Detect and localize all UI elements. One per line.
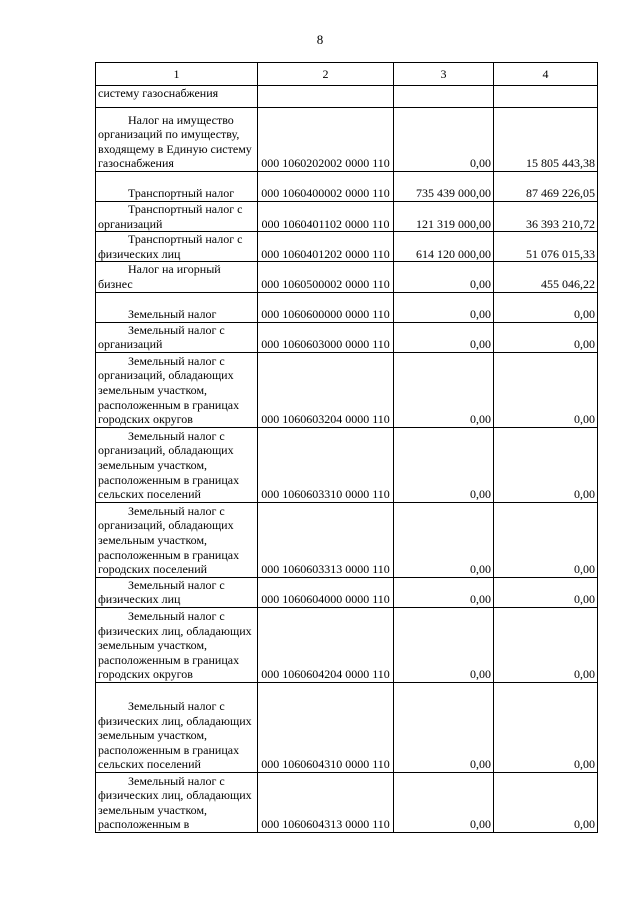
row-col4: 0,00 [494, 322, 598, 352]
row-col4: 15 805 443,38 [494, 108, 598, 172]
row-code: 000 1060604313 0000 110 [258, 772, 394, 832]
row-name: Земельный налог с организаций, обладающих земельным участком, расположенным в границах городских округов [96, 352, 258, 427]
table-row [96, 292, 598, 322]
row-col3: 0,00 [394, 607, 494, 682]
row-code: 000 1060604310 0000 110 [258, 682, 394, 772]
row-col3: 0,00 [394, 108, 494, 172]
row-name: Налог на игорный бизнес [96, 262, 258, 292]
row-col4: 51 076 015,33 [494, 232, 598, 262]
header-cell: 4 [494, 63, 598, 86]
row-col3: 0,00 [394, 502, 494, 577]
row-name: Транспортный налог с организаций [96, 202, 258, 232]
row-code: 000 1060500002 0000 110 [258, 262, 394, 292]
header-cell: 1 [96, 63, 258, 86]
row-name: Земельный налог с физических лиц [96, 577, 258, 607]
row-name: Земельный налог с физических лиц, обладающих земельным участком, расположенным в границах сельских поселений [96, 682, 258, 772]
row-col4: 0,00 [494, 352, 598, 427]
row-name: Земельный налог с физических лиц, обладающих земельным участком, расположенным в [96, 772, 258, 832]
row-name: Земельный налог с организаций, обладающих земельным участком, расположенным в границах городских поселений [96, 502, 258, 577]
header-cell: 2 [258, 63, 394, 86]
row-col3: 121 319 000,00 [394, 202, 494, 232]
table-row [96, 86, 598, 108]
row-name: систему газоснабжения [96, 86, 258, 108]
row-col4: 0,00 [494, 772, 598, 832]
row-col3: 0,00 [394, 427, 494, 502]
row-col4: 0,00 [494, 502, 598, 577]
table-row [96, 682, 598, 772]
row-col4: 36 393 210,72 [494, 202, 598, 232]
row-col3: 0,00 [394, 262, 494, 292]
row-name: Земельный налог с организаций, обладающих земельным участком, расположенным в границах сельских поселений [96, 427, 258, 502]
table-row [96, 502, 598, 577]
header-cell: 3 [394, 63, 494, 86]
row-code [258, 86, 394, 108]
table-row [96, 108, 598, 172]
table-row [96, 607, 598, 682]
row-code: 000 1060401102 0000 110 [258, 202, 394, 232]
page-number: 8 [316, 32, 324, 47]
row-col3 [394, 86, 494, 108]
row-col3: 0,00 [394, 682, 494, 772]
table-row [96, 427, 598, 502]
row-col3: 0,00 [394, 577, 494, 607]
row-code: 000 1060400002 0000 110 [258, 172, 394, 202]
table-row [96, 772, 598, 832]
row-code: 000 1060603000 0000 110 [258, 322, 394, 352]
table-row [96, 577, 598, 607]
row-name: Земельный налог с физических лиц, обладающих земельным участком, расположенным в границах городских округов [96, 607, 258, 682]
row-code: 000 1060401202 0000 110 [258, 232, 394, 262]
row-name: Земельный налог [96, 292, 258, 322]
row-col3: 735 439 000,00 [394, 172, 494, 202]
budget-table [95, 62, 598, 833]
row-code: 000 1060604204 0000 110 [258, 607, 394, 682]
row-col4: 0,00 [494, 577, 598, 607]
row-code: 000 1060603313 0000 110 [258, 502, 394, 577]
table-row [96, 232, 598, 262]
table-row [96, 172, 598, 202]
row-col4 [494, 86, 598, 108]
row-code: 000 1060202002 0000 110 [258, 108, 394, 172]
row-col3: 614 120 000,00 [394, 232, 494, 262]
row-col3: 0,00 [394, 292, 494, 322]
table-row [96, 202, 598, 232]
row-col4: 0,00 [494, 292, 598, 322]
row-code: 000 1060604000 0000 110 [258, 577, 394, 607]
row-code: 000 1060603204 0000 110 [258, 352, 394, 427]
row-col3: 0,00 [394, 322, 494, 352]
row-col4: 455 046,22 [494, 262, 598, 292]
table-row [96, 262, 598, 292]
row-name: Транспортный налог [96, 172, 258, 202]
row-col3: 0,00 [394, 772, 494, 832]
table-row [96, 352, 598, 427]
row-col4: 87 469 226,05 [494, 172, 598, 202]
row-name: Транспортный налог с физических лиц [96, 232, 258, 262]
row-code: 000 1060600000 0000 110 [258, 292, 394, 322]
row-code: 000 1060603310 0000 110 [258, 427, 394, 502]
table-header-row [96, 63, 598, 86]
row-col4: 0,00 [494, 427, 598, 502]
row-col4: 0,00 [494, 607, 598, 682]
row-col4: 0,00 [494, 682, 598, 772]
row-name: Налог на имущество организаций по имуществу, входящему в Единую систему газоснабжения [96, 108, 258, 172]
table-row [96, 322, 598, 352]
row-col3: 0,00 [394, 352, 494, 427]
row-name: Земельный налог с организаций [96, 322, 258, 352]
